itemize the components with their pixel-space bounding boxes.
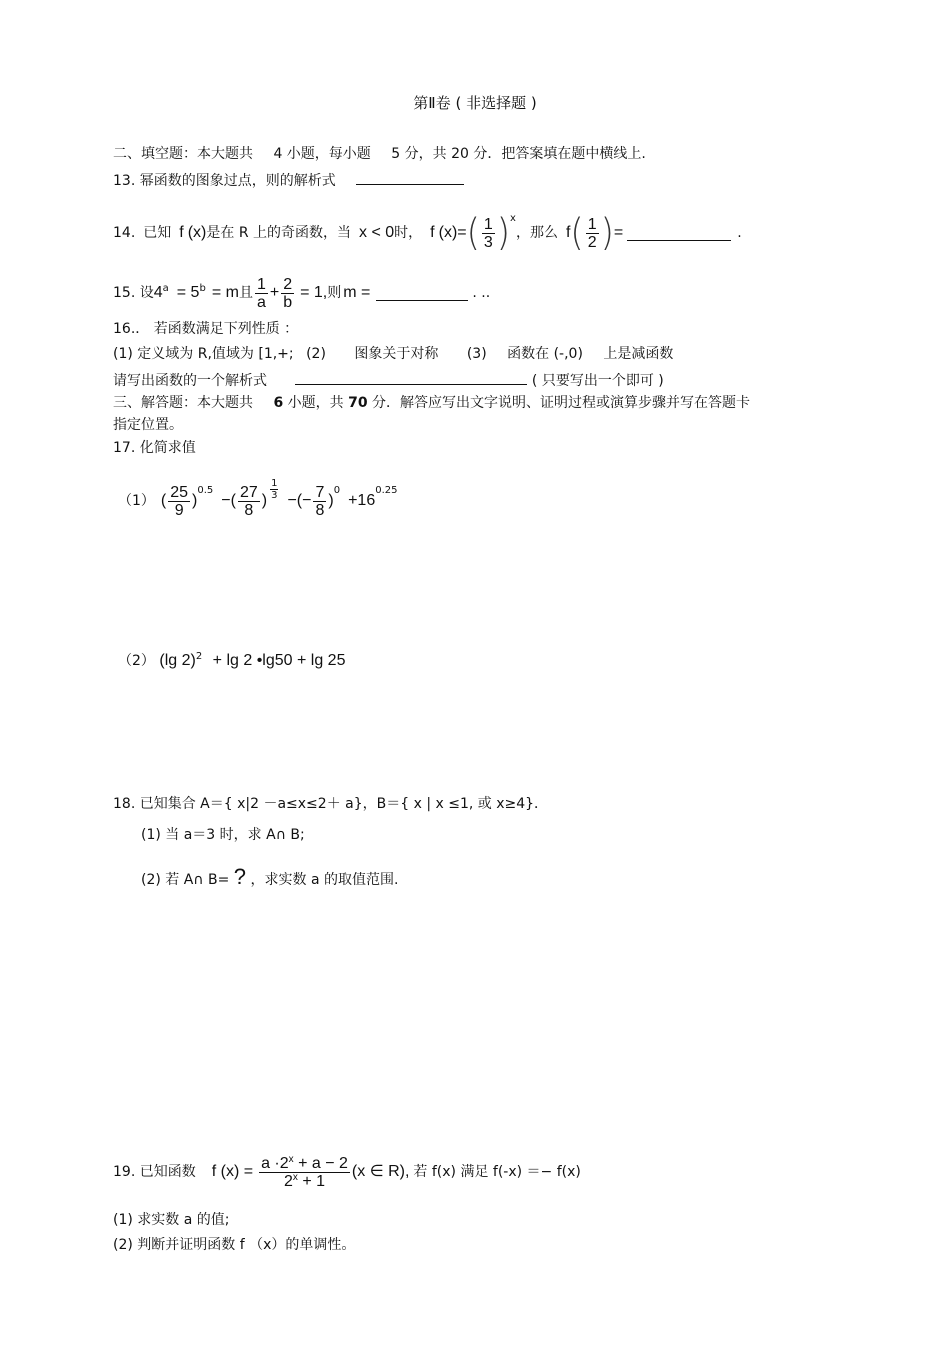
section3-heading: 三、解答题：本大题共 6 小题，共 70 分．解答应写出文字说明、证明过程或演算步骤并写在答题卡 xyxy=(113,395,751,411)
question-18-part1: (1) 当 a＝3 时，求 A∩ B; xyxy=(141,827,305,843)
question-17-part1: （1） ( $\frac{25}{9}$ ) 0.5 −( $\frac{27}{8}$ ) $\frac{1}{3}$ −(− $\frac{7}{8}$ ) 0 + 16 0.25 xyxy=(118,477,398,519)
answer-blank-15 xyxy=(376,286,468,301)
question-19-part2: (2) 判断并证明函数 f （x）的单调性。 xyxy=(113,1237,356,1253)
section2-heading: 二、填空题：本大题共 4 小题，每小题 5 分，共 20 分．把答案填在题中横线上. xyxy=(113,146,646,162)
question-17-title: 17. 化简求值 xyxy=(113,440,196,456)
question-16-answer-line: 请写出函数的一个解析式 ( 只要写出一个即可 ) xyxy=(113,370,664,390)
fraction-one-third: $\frac{1}{3}$ xyxy=(483,215,493,251)
question-19-part1: (1) 求实数 a 的值; xyxy=(113,1212,230,1228)
question-18-part2: (2) 若 A∩ B= ? ，求实数 a 的取值范围. xyxy=(141,864,399,889)
fraction-f-definition: $\frac{a \cdot 2^x + a - 2}{2^x + 1}$ xyxy=(261,1153,348,1190)
answer-blank-13 xyxy=(356,170,464,185)
question-13: 13. 幂函数的图象过点，则的解析式 xyxy=(113,170,464,190)
question-18: 18. 已知集合 A＝{ x|2 －a≤x≤2＋ a}，B＝{ x | x ≤1, 或 x≥4}． xyxy=(113,796,549,812)
page-title: 第Ⅱ卷 ( 非选择题 ) xyxy=(413,94,537,112)
question-14: 14. 已知 f ( x ) 是在 R 上的奇函数，当 x < 0 时， f ( x ) = ( $\frac{1}{3}$ ) x ，那么 f ( $\frac{1}{2}$ ) = . xyxy=(113,211,742,255)
question-15: 15. 设 4 a = 5 b = m 且 $\frac{1}{a}$ + $\frac{2}{b}$ = 1, 则 m = . .. xyxy=(113,275,491,311)
empty-set-symbol: ? xyxy=(233,864,247,889)
fraction-2-over-b: $\frac{2}{b}$ xyxy=(283,275,293,311)
section3-heading-line2: 指定位置。 xyxy=(113,417,183,433)
answer-blank-14 xyxy=(627,226,731,241)
question-16-title: 16.． 若函数满足下列性质 ： xyxy=(113,321,299,337)
fraction-one-half: $\frac{1}{2}$ xyxy=(587,215,597,251)
question-16-properties: (1) 定义域为 R,值域为 [1,+; (2) 图象关于对称 (3) 函数在 (-,0) 上是减函数 xyxy=(113,346,674,362)
question-19: 19. 已知函数 f (x) = $\frac{a \cdot 2^x + a - 2}{2^x + 1}$ (x ∈ R), 若 f(x) 满足 f(-x) ＝− f(x) xyxy=(113,1153,581,1190)
answer-blank-16 xyxy=(295,370,527,385)
question-17-part2: （2） (lg 2)$^2$ + lg 2 •lg50 + lg 25 xyxy=(118,651,346,669)
fraction-1-over-a: $\frac{1}{a}$ xyxy=(256,275,266,311)
